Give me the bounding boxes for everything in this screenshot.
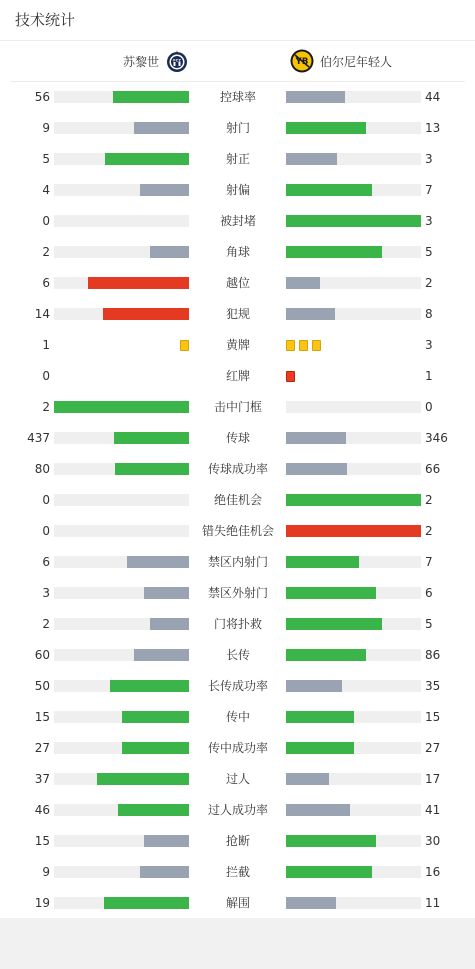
home-stat-bar-fill (105, 153, 189, 165)
stat-label: 错失绝佳机会 (201, 524, 274, 538)
stat-label: 犯规 (225, 307, 250, 321)
stat-label: 长传 (225, 648, 250, 662)
section-title: 技术统计 (15, 11, 76, 29)
away-stat-bar-fill (286, 835, 376, 847)
away-stat-value: 2 (425, 524, 433, 538)
away-team-name: 伯尔尼年轻人 (320, 54, 393, 69)
away-stat-value: 5 (425, 617, 433, 631)
home-stat-value: 0 (42, 214, 50, 228)
stat-row (0, 547, 475, 578)
home-stat-bar (54, 711, 189, 723)
home-stat-bar-fill (118, 804, 189, 816)
away-stat-value: 86 (425, 648, 441, 662)
yellow-card-icon (180, 340, 189, 351)
away-stat-bar-fill (286, 153, 337, 165)
away-stat-bar-fill (286, 897, 336, 909)
away-stat-bar (286, 463, 421, 475)
stat-label: 被封堵 (219, 214, 256, 228)
away-stat-bar (286, 835, 421, 847)
away-stat-value: 0 (425, 400, 433, 414)
stat-row (0, 237, 475, 268)
home-stat-value: 2 (42, 245, 50, 259)
away-stat-value: 2 (425, 276, 433, 290)
stat-label: 角球 (225, 245, 250, 259)
stat-label: 过人成功率 (207, 803, 268, 817)
home-stat-bar-fill (122, 711, 190, 723)
home-stat-bar-fill (114, 432, 189, 444)
home-stat-bar (54, 680, 189, 692)
home-stat-value: 14 (34, 307, 50, 321)
stat-row (0, 826, 475, 857)
home-stat-bar-fill (110, 680, 189, 692)
home-stat-value: 6 (42, 276, 50, 290)
home-stat-bar-fill (150, 246, 189, 258)
yellow-card-icon (286, 340, 295, 351)
home-stat-bar (54, 556, 189, 568)
home-stat-value: 19 (34, 896, 50, 910)
home-stat-value: 46 (34, 803, 50, 817)
young-boys-crest-icon (290, 49, 314, 73)
stat-label: 黄牌 (225, 338, 250, 352)
home-team-header[interactable] (123, 47, 189, 75)
away-cards (286, 340, 321, 351)
home-stat-value: 9 (42, 121, 50, 135)
home-stat-bar (54, 91, 189, 103)
stat-row (0, 454, 475, 485)
home-stat-bar-fill (144, 835, 189, 847)
stat-row (0, 795, 475, 826)
away-stat-bar (286, 401, 421, 413)
home-stat-value: 2 (42, 400, 50, 414)
away-stat-value: 1 (425, 369, 433, 383)
home-stat-value: 6 (42, 555, 50, 569)
stat-row (0, 609, 475, 640)
red-card-icon (286, 371, 295, 382)
home-stat-bar (54, 804, 189, 816)
away-stat-bar-fill (286, 866, 372, 878)
stat-label: 过人 (225, 772, 250, 786)
home-stat-bar-fill (104, 897, 189, 909)
stat-label: 传球成功率 (207, 462, 268, 476)
home-stat-value: 4 (42, 183, 50, 197)
stat-row (0, 113, 475, 144)
home-stat-bar-fill (134, 122, 189, 134)
stat-label: 射正 (225, 152, 250, 166)
away-stat-value: 5 (425, 245, 433, 259)
home-stat-bar-fill (144, 587, 189, 599)
stat-row (0, 640, 475, 671)
home-stat-bar (54, 308, 189, 320)
home-stat-bar (54, 897, 189, 909)
home-stat-bar-fill (54, 401, 189, 413)
stat-label: 红牌 (225, 369, 250, 383)
away-stat-value: 30 (425, 834, 441, 848)
stat-row (0, 764, 475, 795)
home-stat-bar (54, 153, 189, 165)
away-stat-value: 346 (425, 431, 448, 445)
stat-row (0, 702, 475, 733)
away-stat-bar (286, 122, 421, 134)
home-stat-bar (54, 494, 189, 506)
away-stat-value: 11 (425, 896, 441, 910)
stat-label: 长传成功率 (207, 679, 268, 693)
away-stat-bar-fill (286, 618, 382, 630)
stat-row (0, 206, 475, 237)
home-stat-bar-fill (150, 618, 189, 630)
away-stat-bar (286, 432, 421, 444)
home-stat-value: 437 (27, 431, 50, 445)
away-stat-value: 44 (425, 90, 441, 104)
away-stat-bar-fill (286, 184, 372, 196)
away-badge-text: YB (295, 57, 309, 68)
home-cards (180, 340, 189, 351)
fc-zurich-crest-icon (165, 49, 189, 73)
stat-row (0, 392, 475, 423)
away-stat-bar-fill (286, 308, 335, 320)
home-stat-bar (54, 432, 189, 444)
away-stat-bar (286, 494, 421, 506)
away-stat-bar (286, 215, 421, 227)
home-stat-value: 37 (34, 772, 50, 786)
stat-label: 门将扑救 (213, 617, 262, 631)
home-stat-value: 0 (42, 369, 50, 383)
away-stat-value: 66 (425, 462, 441, 476)
home-stat-bar (54, 618, 189, 630)
home-stat-bar (54, 742, 189, 754)
away-stat-bar (286, 556, 421, 568)
home-stat-value: 56 (34, 90, 50, 104)
home-stat-bar (54, 215, 189, 227)
stat-label: 控球率 (219, 90, 256, 104)
away-stat-bar-fill (286, 463, 347, 475)
away-stat-bar-fill (286, 215, 421, 227)
away-stat-bar (286, 525, 421, 537)
home-stat-bar (54, 184, 189, 196)
away-stat-bar (286, 587, 421, 599)
away-stat-value: 13 (425, 121, 441, 135)
away-stat-bar (286, 897, 421, 909)
yellow-card-icon (299, 340, 308, 351)
home-stat-value: 2 (42, 617, 50, 631)
stat-label: 抢断 (225, 834, 250, 848)
stat-row (0, 175, 475, 206)
stat-row (0, 144, 475, 175)
stat-label: 禁区外射门 (207, 586, 268, 600)
away-stat-bar-fill (286, 277, 320, 289)
away-stat-bar (286, 91, 421, 103)
away-stat-bar-fill (286, 742, 354, 754)
away-stat-bar (286, 153, 421, 165)
stat-label: 越位 (225, 276, 250, 290)
home-stat-bar (54, 835, 189, 847)
stat-row (0, 330, 475, 361)
home-stat-value: 15 (34, 834, 50, 848)
stat-row (0, 516, 475, 547)
home-stat-value: 3 (42, 586, 50, 600)
home-stat-bar-fill (88, 277, 189, 289)
home-stat-bar (54, 401, 189, 413)
away-stat-bar-fill (286, 680, 342, 692)
home-stat-value: 60 (34, 648, 50, 662)
stat-row (0, 423, 475, 454)
home-stat-value: 0 (42, 493, 50, 507)
home-stat-bar-fill (115, 463, 189, 475)
home-stat-bar (54, 649, 189, 661)
away-stat-bar-fill (286, 494, 421, 506)
stat-label: 传中 (225, 710, 250, 724)
home-stat-bar (54, 773, 189, 785)
away-stat-value: 7 (425, 183, 433, 197)
away-stat-bar (286, 711, 421, 723)
away-stat-value: 15 (425, 710, 441, 724)
away-stat-value: 3 (425, 214, 433, 228)
stat-label: 拦截 (225, 865, 250, 879)
stat-row (0, 733, 475, 764)
home-stat-bar-fill (127, 556, 189, 568)
away-stat-bar-fill (286, 122, 366, 134)
home-stat-value: 50 (34, 679, 50, 693)
away-stat-value: 35 (425, 679, 441, 693)
home-stat-bar (54, 866, 189, 878)
stat-label: 传中成功率 (207, 741, 268, 755)
away-stat-bar-fill (286, 525, 421, 537)
stat-label: 射门 (225, 121, 250, 135)
away-stat-bar-fill (286, 587, 376, 599)
away-stat-value: 27 (425, 741, 441, 755)
away-stat-bar-fill (286, 91, 345, 103)
away-stat-bar-fill (286, 556, 359, 568)
home-stat-value: 9 (42, 865, 50, 879)
away-stat-value: 3 (425, 152, 433, 166)
away-stat-value: 7 (425, 555, 433, 569)
home-stat-bar (54, 525, 189, 537)
away-stat-bar-fill (286, 246, 382, 258)
away-team-header[interactable] (290, 47, 392, 75)
home-badge-text: FCZ (173, 58, 181, 63)
home-stat-value: 1 (42, 338, 50, 352)
home-stat-bar-fill (134, 649, 189, 661)
home-stat-value: 15 (34, 710, 50, 724)
stat-row (0, 361, 475, 392)
stat-label: 禁区内射门 (207, 555, 268, 569)
home-stat-value: 27 (34, 741, 50, 755)
divider (0, 40, 475, 41)
stat-row (0, 857, 475, 888)
home-stat-bar (54, 122, 189, 134)
away-stat-bar-fill (286, 649, 366, 661)
away-cards (286, 371, 295, 382)
home-stat-value: 0 (42, 524, 50, 538)
stat-label: 绝佳机会 (213, 493, 262, 507)
away-stat-value: 3 (425, 338, 433, 352)
away-stat-value: 6 (425, 586, 433, 600)
away-stat-bar (286, 308, 421, 320)
home-stat-bar-fill (103, 308, 189, 320)
stat-label: 射偏 (225, 183, 250, 197)
home-stat-bar (54, 587, 189, 599)
away-stat-bar (286, 866, 421, 878)
away-stat-bar-fill (286, 804, 350, 816)
away-stat-value: 2 (425, 493, 433, 507)
stat-row (0, 268, 475, 299)
home-stat-bar-fill (113, 91, 189, 103)
stat-label: 解围 (225, 896, 250, 910)
yellow-card-icon (312, 340, 321, 351)
away-stat-value: 41 (425, 803, 441, 817)
away-stat-value: 16 (425, 865, 441, 879)
stat-row (0, 485, 475, 516)
home-stat-bar-fill (140, 866, 189, 878)
stat-row (0, 888, 475, 919)
away-stat-bar (286, 184, 421, 196)
away-stat-bar (286, 773, 421, 785)
away-stat-bar (286, 742, 421, 754)
away-stat-bar (286, 649, 421, 661)
away-stat-value: 8 (425, 307, 433, 321)
stat-row (0, 82, 475, 113)
home-stat-bar-fill (97, 773, 189, 785)
away-stat-bar (286, 680, 421, 692)
home-stat-bar (54, 277, 189, 289)
away-stat-bar (286, 277, 421, 289)
away-stat-bar (286, 804, 421, 816)
away-stat-bar-fill (286, 711, 354, 723)
stat-label: 传球 (225, 431, 250, 445)
away-stat-bar-fill (286, 773, 329, 785)
away-stat-value: 17 (425, 772, 441, 786)
stat-row (0, 671, 475, 702)
stats-list (0, 82, 475, 919)
stat-row (0, 299, 475, 330)
stat-label: 击中门框 (213, 400, 262, 414)
home-team-name: 苏黎世 (122, 54, 159, 69)
home-stat-bar (54, 246, 189, 258)
home-stat-bar (54, 463, 189, 475)
stat-row (0, 578, 475, 609)
away-stat-bar (286, 618, 421, 630)
away-stat-bar (286, 246, 421, 258)
home-stat-bar-fill (140, 184, 189, 196)
away-stat-bar-fill (286, 432, 346, 444)
home-stat-value: 5 (42, 152, 50, 166)
home-stat-value: 80 (34, 462, 50, 476)
home-stat-bar-fill (122, 742, 190, 754)
